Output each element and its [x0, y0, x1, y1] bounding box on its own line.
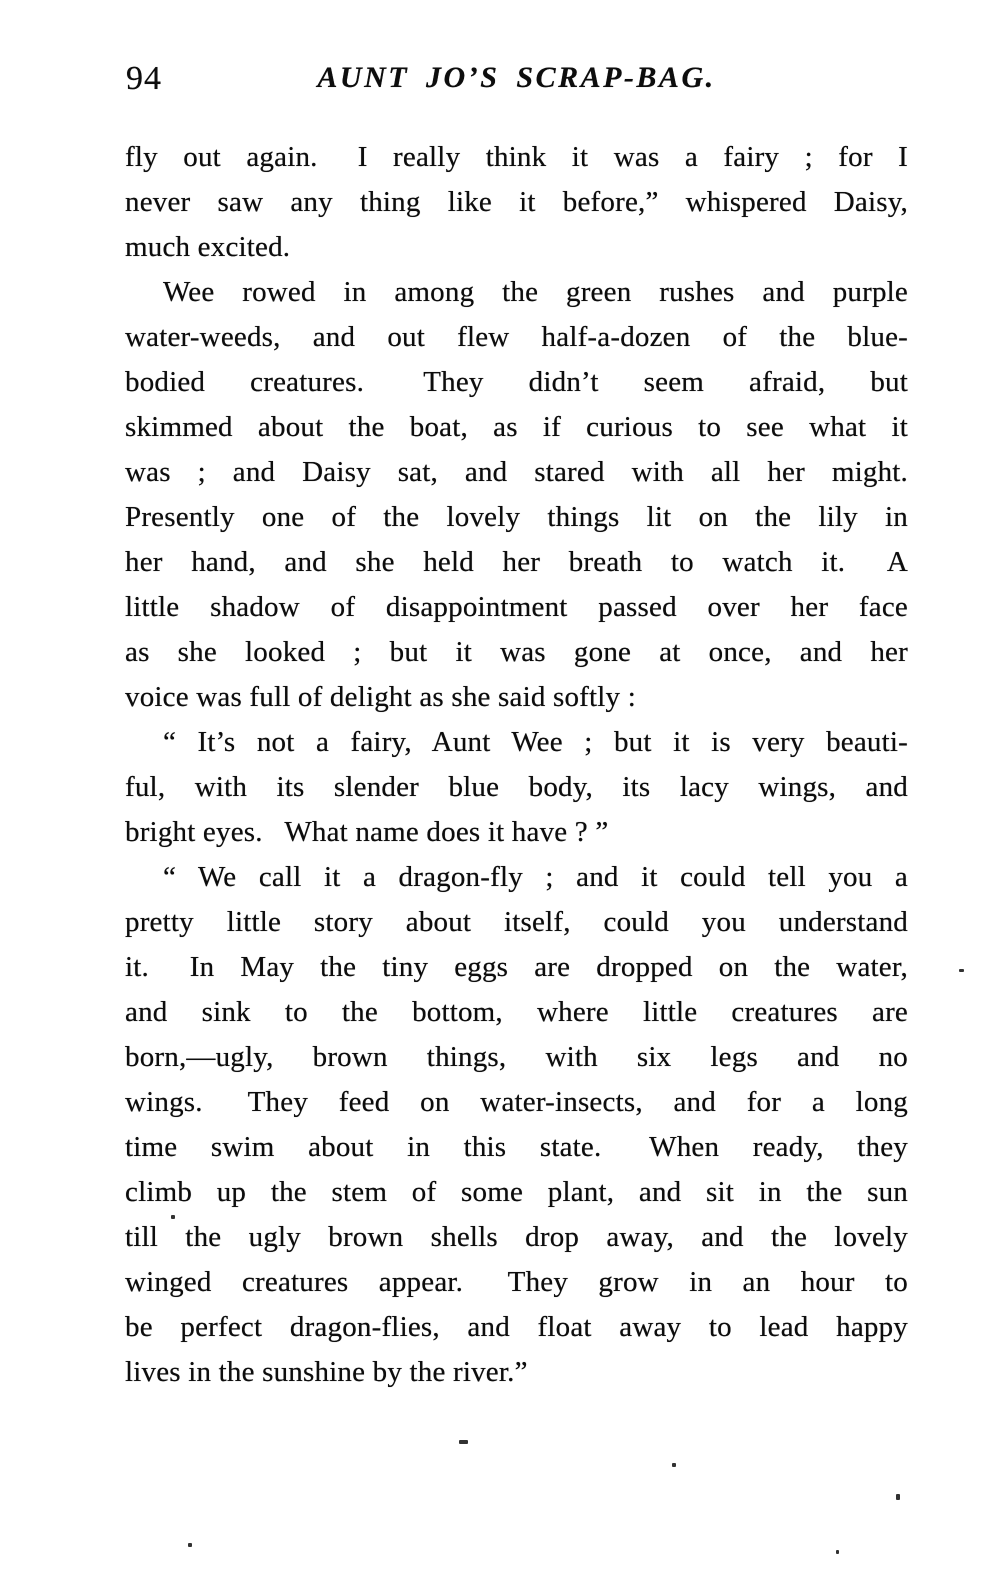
page-header: [125, 56, 908, 102]
scan-speck: [896, 1494, 900, 1500]
text-line: voice was full of delight as she said softly :: [125, 681, 636, 713]
text-line: and sink to the bottom, where little creatures are: [125, 996, 908, 1028]
running-header-title: AUNT JO’S SCRAP-BAG.: [317, 61, 716, 94]
scan-speck: [171, 1215, 175, 1219]
scan-speck: [959, 969, 964, 972]
paragraph: [125, 720, 908, 855]
text-line: winged creatures appear. They grow in an hour to: [125, 1266, 908, 1298]
text-line: never saw any thing like it before,” whispered Daisy,: [125, 186, 908, 218]
text-line: fly out again. I really think it was a fairy ; for I: [125, 141, 908, 173]
text-line: Wee rowed in among the green rushes and purple: [163, 276, 908, 308]
scan-speck: [672, 1463, 676, 1467]
text-line: be perfect dragon-flies, and float away to lead happy: [125, 1311, 908, 1343]
paragraph: [125, 270, 908, 720]
text-line: “ We call it a dragon-fly ; and it could tell you a: [163, 861, 908, 893]
text-line: much excited.: [125, 231, 291, 263]
page-number: 94: [126, 60, 162, 97]
scan-speck: [836, 1550, 839, 1554]
page-body: [125, 135, 908, 1395]
text-line: her hand, and she held her breath to watch it. A: [125, 546, 908, 578]
scan-speck: [188, 1543, 192, 1547]
text-line: “ It’s not a fairy, Aunt Wee ; but it is very beauti-: [163, 726, 908, 758]
text-line: till the ugly brown shells drop away, and the lovely: [125, 1221, 908, 1253]
text-line: time swim about in this state. When ready, they: [125, 1131, 908, 1163]
paragraph: [125, 135, 908, 270]
paragraph: [125, 855, 908, 1395]
text-line: wings. They feed on water-insects, and for a long: [125, 1086, 908, 1118]
text-line: little shadow of disappointment passed over her face: [125, 591, 908, 623]
text-line: lives in the sunshine by the river.”: [125, 1356, 528, 1388]
text-line: pretty little story about itself, could you understand: [125, 906, 908, 938]
text-line: bodied creatures. They didn’t seem afraid, but: [125, 366, 908, 398]
text-line: born,—ugly, brown things, with six legs and no: [125, 1041, 908, 1073]
text-line: ful, with its slender blue body, its lacy wings, and: [125, 771, 908, 803]
text-line: as she looked ; but it was gone at once, and her: [125, 636, 908, 668]
text-line: bright eyes. What name does it have ? ”: [125, 816, 609, 848]
text-line: skimmed about the boat, as if curious to see what it: [125, 411, 908, 443]
scan-speck: [459, 1440, 468, 1444]
text-line: Presently one of the lovely things lit on the lily in: [125, 501, 908, 533]
text-line: was ; and Daisy sat, and stared with all her might.: [125, 456, 908, 488]
text-line: climb up the stem of some plant, and sit in the sun: [125, 1176, 908, 1208]
text-line: water-weeds, and out flew half-a-dozen of the blue-: [125, 321, 908, 353]
text-line: it. In May the tiny eggs are dropped on the water,: [125, 951, 908, 983]
